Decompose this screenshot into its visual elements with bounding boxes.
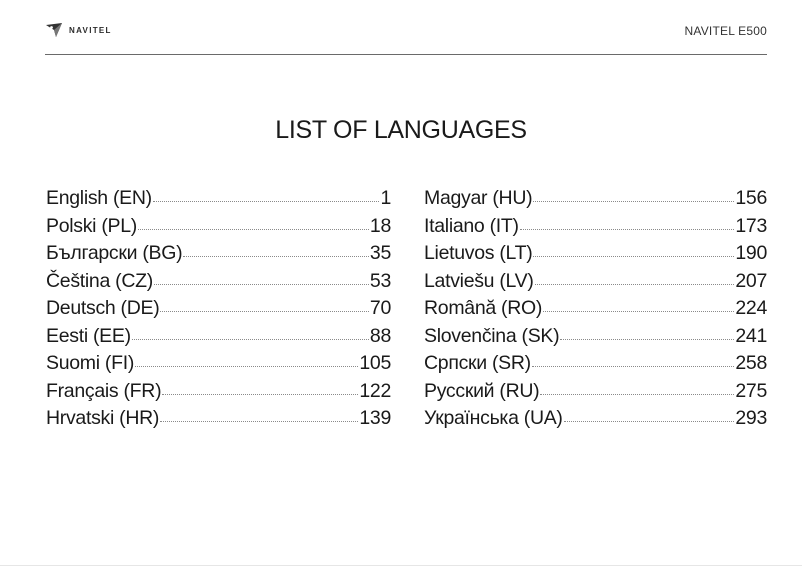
toc-row[interactable] [46,297,391,325]
page-number: 18 [369,214,391,237]
page-header [45,20,767,55]
toc-row[interactable] [46,242,391,270]
language-name: Slovenčina (SK) [424,324,560,347]
page-number: 105 [359,352,391,374]
toc-row[interactable] [424,242,767,270]
page-number: 122 [359,379,391,402]
leader-dots [564,421,735,422]
language-name: Hrvatski (HR) [46,407,160,429]
page-number: 88 [369,324,391,347]
leader-dots [160,311,368,312]
leader-dots [535,284,735,285]
page-bottom-edge [0,565,802,566]
language-name: Magyar (HU) [424,187,533,209]
toc-row[interactable] [424,187,767,215]
page-number: 190 [735,242,767,264]
language-name: Italiano (IT) [424,214,519,237]
language-name: English (EN) [46,187,152,209]
page-number: 35 [369,242,391,264]
page-number: 275 [735,379,767,402]
toc-row[interactable] [46,325,391,353]
toc-row[interactable] [424,297,767,325]
page-number: 173 [735,214,767,237]
language-list-left [46,187,391,435]
language-name: Српски (SR) [424,352,531,374]
language-list-right [424,187,767,435]
toc-row[interactable] [424,380,767,408]
leader-dots [533,201,734,202]
leader-dots [160,421,358,422]
language-name: Suomi (FI) [46,352,135,374]
toc-row[interactable] [46,352,391,380]
language-name: Български (BG) [46,242,183,264]
leader-dots [154,284,369,285]
language-name: Čeština (CZ) [46,269,153,292]
language-name: Русский (RU) [424,379,540,402]
page-number: 207 [735,269,767,292]
brand-logo [45,22,112,38]
leader-dots [135,366,358,367]
leader-dots [540,394,734,395]
page-title: LIST OF LANGUAGES [275,116,527,144]
leader-dots [533,256,734,257]
page-number: 70 [369,297,391,319]
page-number: 241 [735,324,767,347]
language-name: Українська (UA) [424,407,563,429]
language-name: Français (FR) [46,379,162,402]
language-name: Lietuvos (LT) [424,242,533,264]
page-number: 1 [380,187,391,209]
toc-row[interactable] [424,325,767,353]
toc-row[interactable] [46,407,391,435]
page-number: 53 [369,269,391,292]
leader-dots [560,339,734,340]
language-name: Polski (PL) [46,214,137,237]
leader-dots [183,256,369,257]
model-name: NAVITEL E500 [684,24,767,38]
language-name: Română (RO) [424,297,543,319]
navitel-logo-icon [45,22,63,38]
leader-dots [132,339,369,340]
page-number: 139 [359,407,391,429]
language-name: Eesti (EE) [46,324,131,347]
toc-row[interactable] [424,407,767,435]
page-number: 258 [735,352,767,374]
toc-row[interactable] [46,215,391,243]
page-number: 293 [735,407,767,429]
leader-dots [138,229,369,230]
leader-dots [532,366,735,367]
toc-row[interactable] [424,270,767,298]
leader-dots [520,229,735,230]
brand-name: NAVITEL [69,25,112,35]
leader-dots [162,394,358,395]
toc-row[interactable] [424,352,767,380]
leader-dots [543,311,734,312]
toc-row[interactable] [424,215,767,243]
language-name: Latviešu (LV) [424,269,534,292]
page-number: 156 [735,187,767,209]
leader-dots [153,201,380,202]
toc-row[interactable] [46,270,391,298]
language-name: Deutsch (DE) [46,297,160,319]
toc-row[interactable] [46,187,391,215]
page-number: 224 [735,297,767,319]
toc-row[interactable] [46,380,391,408]
